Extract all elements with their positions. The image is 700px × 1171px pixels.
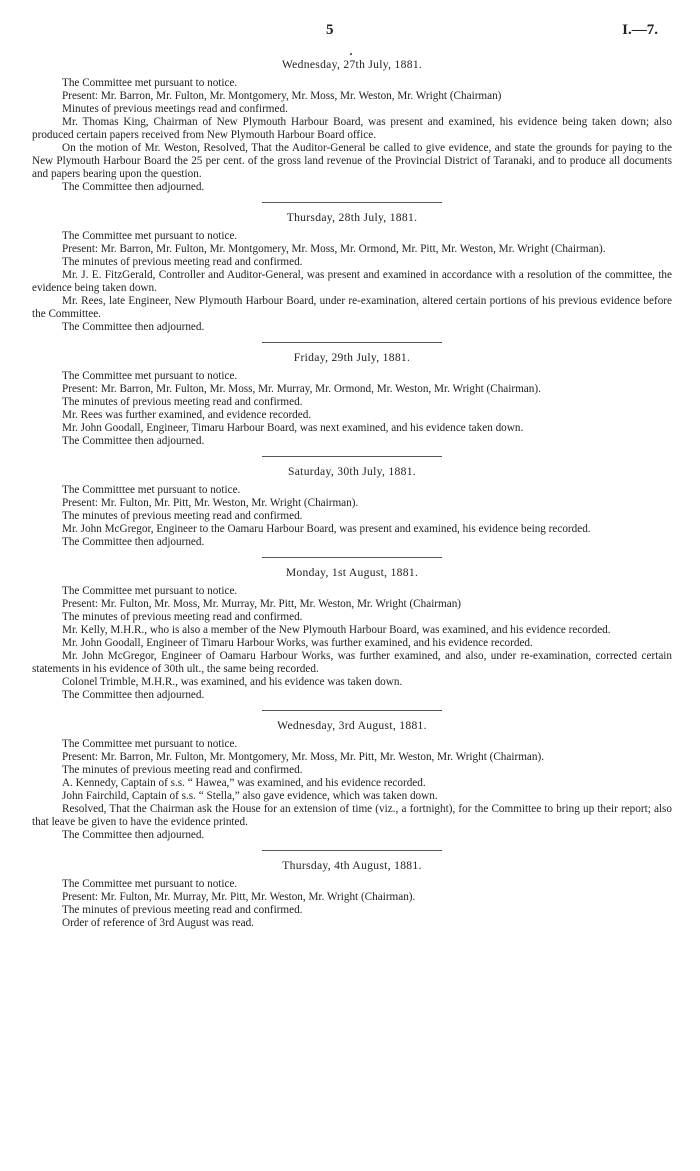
minutes-paragraph: Mr. John McGregor, Engineer of Oamaru Harbour Works, was further examined, and also, under re-examination, corrected certain statements in his evidence of 30th ult., the same being recorded.	[32, 650, 672, 675]
minutes-paragraph: The Committee met pursuant to notice.	[62, 585, 238, 597]
minutes-paragraph: The minutes of previous meeting read and confirmed.	[62, 904, 303, 916]
minutes-paragraph: The minutes of previous meeting read and confirmed.	[62, 396, 303, 408]
paper-reference: I.—7.	[622, 22, 658, 38]
minutes-paragraph: Present: Mr. Barron, Mr. Fulton, Mr. Montgomery, Mr. Moss, Mr. Ormond, Mr. Pitt, Mr. Weston, Mr. Wright (Chairman).	[62, 243, 606, 255]
minutes-paragraph: Present: Mr. Barron, Mr. Fulton, Mr. Montgomery, Mr. Moss, Mr. Weston, Mr. Wright (Chairman)	[62, 90, 502, 102]
session-entry	[32, 351, 672, 448]
minutes-paragraph: Colonel Trimble, M.H.R., was examined, and his evidence was taken down.	[62, 676, 403, 688]
session-heading: Thursday, 4th August, 1881.	[282, 859, 422, 872]
minutes-paragraph: Order of reference of 3rd August was read.	[62, 917, 254, 929]
session-heading: Saturday, 30th July, 1881.	[287, 465, 417, 478]
session-heading: Wednesday, 3rd August, 1881.	[277, 719, 427, 732]
minutes-paragraph: Resolved, That the Chairman ask the House for an extension of time (viz., a fortnight), for the Committee to bring up their report; also that leave be given to have the evidence printed.	[32, 803, 672, 828]
minutes-paragraph: Mr. John McGregor, Engineer to the Oamaru Harbour Board, was present and examined, his evidence being recorded.	[62, 523, 591, 535]
minutes-paragraph: Mr. Rees, late Engineer, New Plymouth Harbour Board, under re-examination, altered certain portions of his previous evidence before the Committee.	[32, 295, 672, 320]
session-heading: Thursday, 28th July, 1881.	[286, 211, 418, 224]
minutes-paragraph: Present: Mr. Fulton, Mr. Moss, Mr. Murray, Mr. Pitt, Mr. Weston, Mr. Wright (Chairman)	[62, 598, 462, 610]
minutes-paragraph: The minutes of previous meeting read and confirmed.	[62, 764, 303, 776]
minutes-paragraph: The Committee then adjourned.	[62, 435, 205, 447]
minutes-paragraph: Mr. Thomas King, Chairman of New Plymouth Harbour Board, was present and examined, his evidence being taken down; also produced certain papers received from New Plymouth Harbour Board office.	[32, 116, 672, 141]
session-heading: Monday, 1st August, 1881.	[285, 566, 419, 579]
minutes-paragraph: Mr. Rees was further examined, and evidence recorded.	[62, 409, 312, 421]
session-entry	[32, 58, 672, 194]
page-number: 5	[326, 22, 334, 38]
section-divider	[262, 710, 442, 711]
minutes-paragraph: Mr. John Goodall, Engineer of Timaru Harbour Works, was further examined, and his evidence recorded.	[62, 637, 533, 649]
minutes-paragraph: Mr. Kelly, M.H.R., who is also a member of the New Plymouth Harbour Board, was examined, and his evidence recorded.	[62, 624, 611, 636]
minutes-paragraph: John Fairchild, Captain of s.s. “ Stella,” also gave evidence, which was taken down.	[62, 790, 438, 802]
session-heading: Friday, 29th July, 1881.	[293, 351, 411, 364]
minutes-paragraph: The Committee met pursuant to notice.	[62, 230, 238, 242]
minutes-paragraph: Minutes of previous meetings read and confirmed.	[62, 103, 288, 115]
minutes-body	[32, 58, 672, 930]
session-entry	[32, 859, 672, 930]
session-entry	[32, 719, 672, 842]
minutes-paragraph: The minutes of previous meeting read and confirmed.	[62, 611, 303, 623]
minutes-paragraph: Mr. John Goodall, Engineer, Timaru Harbour Board, was next examined, and his evidence taken down.	[62, 422, 524, 434]
session-heading: Wednesday, 27th July, 1881.	[281, 58, 423, 71]
minutes-paragraph: The Committee then adjourned.	[62, 321, 205, 333]
minutes-paragraph: Present: Mr. Fulton, Mr. Murray, Mr. Pitt, Mr. Weston, Mr. Wright (Chairman).	[62, 891, 416, 903]
minutes-paragraph: The Committee then adjourned.	[62, 689, 205, 701]
minutes-paragraph: The minutes of previous meeting read and confirmed.	[62, 256, 303, 268]
minutes-paragraph: A. Kennedy, Captain of s.s. “ Hawea,” was examined, and his evidence recorded.	[62, 777, 426, 789]
minutes-paragraph: The Committee met pursuant to notice.	[62, 878, 238, 890]
section-divider	[262, 342, 442, 343]
minutes-paragraph: Present: Mr. Barron, Mr. Fulton, Mr. Montgomery, Mr. Moss, Mr. Pitt, Mr. Weston, Mr. Wright (Chairman).	[62, 751, 544, 763]
section-divider	[262, 456, 442, 457]
section-divider	[262, 850, 442, 851]
minutes-paragraph: Present: Mr. Barron, Mr. Fulton, Mr. Moss, Mr. Murray, Mr. Ormond, Mr. Weston, Mr. Wright (Chairman).	[62, 383, 541, 395]
section-divider	[262, 202, 442, 203]
minutes-paragraph: The Committee met pursuant to notice.	[62, 77, 238, 89]
session-entry	[32, 211, 672, 334]
minutes-paragraph: The Committee then adjourned.	[62, 829, 205, 841]
minutes-paragraph: On the motion of Mr. Weston, Resolved, That the Auditor-General be called to give evidence, and state the grounds for paying to the New Plymouth Harbour Board the 25 per cent. of the gross land revenue of the Provincial District of Taranaki, and to produce all documents and papers bearing upon the question.	[32, 142, 672, 180]
minutes-paragraph: The Committtee met pursuant to notice.	[62, 484, 241, 496]
minutes-paragraph: The Committee met pursuant to notice.	[62, 738, 238, 750]
print-mark	[350, 53, 352, 55]
minutes-paragraph: Mr. J. E. FitzGerald, Controller and Auditor-General, was present and examined in accordance with a resolution of the committee, the evidence being taken down.	[32, 269, 672, 294]
session-entry	[32, 566, 672, 702]
session-entry	[32, 465, 672, 549]
minutes-paragraph: The minutes of previous meeting read and confirmed.	[62, 510, 303, 522]
section-divider	[262, 557, 442, 558]
minutes-paragraph: The Committee then adjourned.	[62, 181, 205, 193]
minutes-paragraph: Present: Mr. Fulton, Mr. Pitt, Mr. Weston, Mr. Wright (Chairman).	[62, 497, 359, 509]
minutes-paragraph: The Committee then adjourned.	[62, 536, 205, 548]
minutes-paragraph: The Committee met pursuant to notice.	[62, 370, 238, 382]
